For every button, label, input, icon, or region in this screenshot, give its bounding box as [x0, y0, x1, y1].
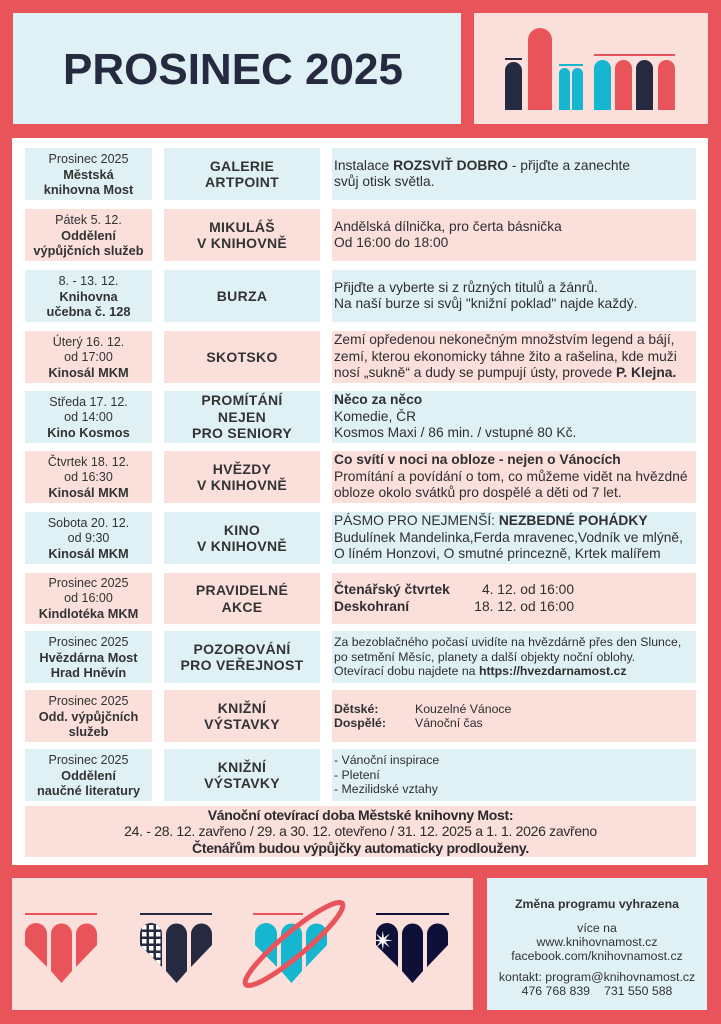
footer-logos — [12, 878, 473, 1010]
schedule-value: Vánoční čas — [415, 716, 483, 730]
event-row — [12, 391, 708, 443]
event-description — [332, 690, 696, 742]
event-row — [12, 451, 708, 503]
logo-column — [615, 60, 632, 110]
description-text: - Mezilidské vztahy — [334, 782, 438, 797]
event-date-place — [25, 631, 152, 683]
date-place-line: Kinosál MKM — [48, 545, 129, 561]
event-description — [332, 209, 696, 261]
description-text: ROZSVIŤ DOBRO — [393, 157, 509, 173]
program-panel — [12, 138, 708, 865]
phone-number[interactable]: 476 768 839 — [521, 984, 590, 998]
date-place-line: Hvězdárna Most — [39, 649, 138, 665]
date-place-line: Pátek 5. 12. — [55, 212, 122, 227]
date-place-line: Úterý 16. 12. — [52, 334, 125, 349]
event-title-line: V KNIHOVNĚ — [196, 477, 288, 493]
event-title — [164, 631, 320, 683]
event-title — [164, 749, 320, 801]
description-text: po setmění Měsíc, planety a další objekty noční oblohy. — [334, 649, 636, 664]
logo-column — [658, 60, 675, 110]
event-title-line: PRO SENIORY — [191, 425, 293, 442]
description-text: Za bezoblačného počasí uvidíte na hvězdárně přes den Slunce, — [334, 635, 682, 650]
description-text: Otevírací dobu najdete na — [334, 664, 479, 679]
description-text: - Vánoční inspirace — [334, 753, 440, 768]
description-line — [334, 768, 696, 783]
date-place-line: Prosinec 2025 — [48, 693, 129, 708]
description-text: O líném Honzovi, O smutné princezně, Krtek malířem — [334, 546, 661, 562]
description-text: - Pletení — [334, 767, 380, 782]
description-line — [334, 664, 696, 679]
event-row — [12, 749, 708, 801]
date-place-line: naučné literatury — [36, 782, 141, 798]
event-description — [332, 270, 696, 322]
event-title — [164, 148, 320, 200]
event-title-line: NEJEN — [217, 408, 267, 425]
description-line — [334, 174, 696, 191]
date-place-line: knihovna Most — [43, 181, 134, 197]
description-text: Na naší burze si svůj "knižní poklad" najde každý. — [334, 296, 638, 311]
event-date-place — [25, 391, 152, 443]
event-description — [332, 451, 696, 503]
schedule-label: Dětské: — [334, 701, 379, 716]
date-place-line: Středa 17. 12. — [49, 394, 128, 409]
event-title-line: KINO — [223, 521, 261, 538]
event-description — [332, 391, 696, 443]
schedule-table — [334, 702, 696, 731]
event-date-place — [25, 148, 152, 200]
event-title-line: SKOTSKO — [206, 348, 278, 365]
event-title — [164, 512, 320, 564]
event-row — [12, 690, 708, 742]
event-title — [164, 451, 320, 503]
event-title-line: POZOROVÁNÍ — [193, 640, 291, 657]
event-title-line: AKCE — [221, 598, 263, 615]
heart-columns-red-icon — [25, 913, 97, 983]
description-text: - přijďte a zanechte — [508, 157, 631, 173]
logo-cap-line — [559, 64, 583, 66]
event-title — [164, 573, 320, 624]
notice-footnote: Čtenářům budou výpůjčky automaticky prodlouženy. — [192, 839, 529, 856]
description-text: Andělská dílnička, pro čerta básnička — [334, 218, 562, 234]
event-title-line: V KNIHOVNĚ — [196, 538, 288, 554]
event-title-line: PROMÍTÁNÍ — [201, 392, 283, 409]
event-title — [164, 391, 320, 443]
event-title-line: V KNIHOVNĚ — [196, 235, 288, 251]
description-line — [334, 332, 696, 349]
date-place-line: Oddělení — [61, 227, 116, 243]
header-title-panel — [13, 13, 461, 124]
event-title-line: VÝSTAVKY — [204, 775, 280, 791]
date-place-line: učebna č. 128 — [46, 303, 131, 319]
date-place-line: Sobota 20. 12. — [47, 515, 130, 530]
library-columns-icon — [474, 13, 708, 124]
description-line — [334, 235, 696, 252]
description-text: obloze okolo svátků pro dospělé a děti od 7 let. — [334, 485, 622, 501]
description-text: PÁSMO PRO NEJMENŠÍ: — [334, 513, 499, 529]
description-text: Něco za něco — [334, 392, 423, 408]
logo-column — [528, 28, 552, 110]
logo-column — [559, 68, 570, 110]
event-row — [12, 331, 708, 383]
date-place-line: Hrad Hněvín — [50, 664, 127, 680]
date-place-line: od 14:00 — [64, 409, 113, 424]
event-title-line: MIKULÁŠ — [209, 218, 275, 235]
description-text: Komedie, ČR — [334, 408, 417, 424]
event-title-line: ARTPOINT — [205, 174, 279, 190]
schedule-value: Kouzelné Vánoce — [415, 701, 512, 716]
logo-column — [594, 60, 611, 110]
description-line — [334, 158, 696, 175]
date-place-line: služeb — [68, 723, 109, 739]
description-text: Zemí opředenou nekonečným množstvím legend a bájí, — [334, 332, 675, 348]
date-place-line: od 16:00 — [64, 591, 113, 605]
description-line — [334, 530, 696, 547]
contact-email[interactable]: kontakt: program@knihovnamost.cz — [498, 970, 696, 984]
schedule-label: Deskohraní — [334, 598, 410, 614]
description-line — [334, 546, 696, 563]
event-description — [332, 512, 696, 564]
event-row — [12, 209, 708, 261]
event-row — [12, 573, 708, 624]
event-description — [332, 749, 696, 801]
description-line — [334, 753, 696, 768]
logo-cap-line — [505, 58, 522, 60]
description-text: Promítání a povídání o tom, co můžeme vidět na hvězdné — [334, 468, 688, 484]
schedule-label: Dospělé: — [334, 716, 386, 730]
description-line — [334, 365, 696, 382]
notice-hours: 24. - 28. 12. zavřeno / 29. a 30. 12. otevřeno / 31. 12. 2025 a 1. 1. 2026 zavřeno — [124, 823, 597, 840]
event-date-place — [25, 270, 152, 322]
page-title: PROSINEC 2025 — [63, 45, 403, 94]
date-place-line: od 16:30 — [64, 469, 113, 484]
header-logo-panel — [474, 13, 708, 124]
date-place-line: Kinosál MKM — [48, 484, 129, 500]
event-title — [164, 270, 320, 322]
logo-column — [636, 60, 653, 110]
event-date-place — [25, 573, 152, 624]
event-description — [332, 148, 696, 200]
description-line — [334, 349, 696, 366]
event-date-place — [25, 209, 152, 261]
description-line — [334, 485, 696, 502]
event-title-line: KNIŽNÍ — [217, 699, 267, 716]
event-title-line: KNIŽNÍ — [217, 758, 267, 775]
logo-column — [505, 62, 522, 110]
phone-number[interactable]: 731 550 588 — [604, 984, 673, 998]
description-text: Přijďte a vyberte si z různých titulů a žánrů. — [334, 279, 598, 295]
event-title-line: BURZA — [216, 287, 268, 304]
description-line — [334, 513, 696, 530]
event-row — [12, 512, 708, 564]
description-line — [334, 425, 696, 442]
program-change-note: Změna programu vyhrazena — [514, 897, 679, 911]
footer-contact-panel — [487, 878, 707, 1010]
event-description — [332, 631, 696, 683]
event-row — [12, 270, 708, 322]
description-text: svůj otisk světla. — [334, 174, 435, 189]
date-place-line: Kindlotéka MKM — [38, 606, 139, 621]
event-description — [332, 573, 696, 624]
event-date-place — [25, 512, 152, 564]
event-title-line: PRO VEŘEJNOST — [180, 657, 304, 673]
description-text: Od 16:00 do 18:00 — [334, 235, 449, 250]
date-place-line: Prosinec 2025 — [48, 634, 129, 649]
holiday-hours-notice — [25, 806, 696, 857]
heart-columns-star-icon — [373, 913, 449, 983]
event-title — [164, 690, 320, 742]
date-place-line: Městská — [63, 166, 114, 182]
description-line — [334, 635, 696, 650]
date-place-line: výpůjčních služeb — [33, 242, 144, 258]
event-description — [332, 331, 696, 383]
event-date-place — [25, 690, 152, 742]
description-line — [334, 469, 696, 486]
logo-column — [572, 68, 583, 110]
description-line — [334, 280, 696, 297]
event-date-place — [25, 749, 152, 801]
description-text: P. Klejna. — [615, 365, 677, 381]
event-title-line: GALERIE — [209, 157, 275, 174]
description-line — [334, 409, 696, 426]
date-place-line: Odd. výpůjčních — [38, 708, 139, 724]
event-row — [12, 631, 708, 683]
heart-columns-window-icon — [140, 913, 212, 983]
description-line — [334, 392, 696, 409]
date-place-line: od 17:00 — [64, 349, 113, 364]
description-line — [334, 219, 696, 236]
description-text: zemí, kterou ekonomicky táhne žito a rašelina, kde muži — [334, 348, 677, 364]
description-line — [334, 782, 696, 797]
footer-logos-panel — [12, 878, 473, 1010]
description-line — [334, 296, 696, 313]
date-place-line: Kino Kosmos — [47, 424, 130, 440]
more-info-label: více na — [577, 921, 617, 935]
facebook-link[interactable]: facebook.com/knihovnamost.cz — [511, 949, 683, 963]
event-title — [164, 209, 320, 261]
event-title-line: VÝSTAVKY — [204, 716, 280, 732]
date-place-line: Čtvrtek 18. 12. — [47, 454, 130, 469]
logo-cap-line — [594, 54, 675, 56]
date-place-line: 8. - 13. 12. — [58, 273, 119, 288]
date-place-line: Oddělení — [61, 767, 116, 783]
description-text: Budulínek Mandelinka,Ferda mravenec,Vodník ve mlýně, — [334, 529, 683, 545]
description-text: https://hvezdarnamost.cz — [478, 664, 627, 679]
event-title-line: PRAVIDELNÉ — [195, 582, 289, 598]
date-place-line: Kinosál MKM — [48, 364, 129, 380]
description-text: NEZBEDNÉ POHÁDKY — [498, 513, 648, 529]
event-row — [12, 148, 708, 200]
description-line — [334, 650, 696, 665]
description-text: Kosmos Maxi / 86 min. / vstupné 80 Kč. — [334, 425, 577, 441]
description-text: nosí „sukně“ a dudy se pumpují ústy, provede — [334, 365, 616, 381]
event-title-line: HVĚZDY — [212, 460, 272, 477]
date-place-line: od 9:30 — [67, 530, 110, 545]
description-text: Co svítí v noci na obloze - nejen o Vánocích — [334, 452, 621, 468]
event-date-place — [25, 331, 152, 383]
description-text: Instalace — [334, 157, 394, 173]
description-line — [334, 452, 696, 469]
date-place-line: Prosinec 2025 — [48, 151, 129, 166]
schedule-label: Čtenářský čtvrtek — [334, 582, 450, 597]
date-place-line: Knihovna — [59, 288, 118, 304]
date-place-line: Prosinec 2025 — [48, 752, 129, 767]
phone-numbers — [487, 984, 707, 998]
schedule-value: 18. 12. od 16:00 — [474, 598, 574, 614]
schedule-value: 4. 12. od 16:00 — [481, 582, 574, 597]
date-place-line: Prosinec 2025 — [48, 576, 129, 590]
notice-heading: Vánoční otevírací doba Městské knihovny Most: — [207, 806, 514, 823]
event-date-place — [25, 451, 152, 503]
event-title — [164, 331, 320, 383]
schedule-table — [334, 582, 696, 615]
heart-columns-planet-icon — [238, 894, 350, 993]
website-link[interactable]: www.knihovnamost.cz — [536, 935, 658, 949]
